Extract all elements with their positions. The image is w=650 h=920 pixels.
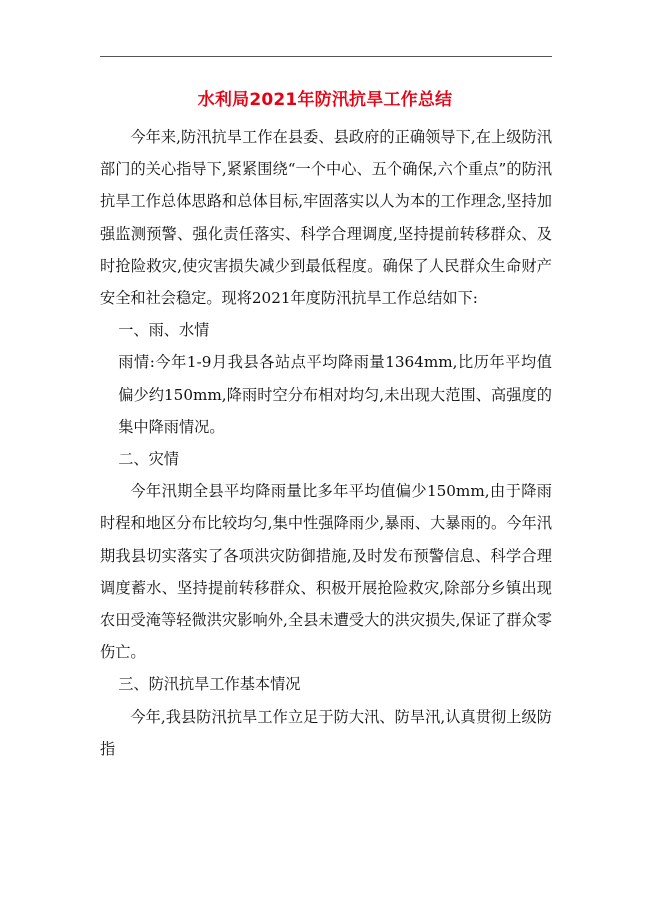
header-rule [100,56,552,57]
section-heading-rain-water: 一、雨、水情 [118,321,210,340]
disaster-paragraph: 今年汛期全县平均降雨量比多年平均值偏少150mm,由于降雨时程和地区分布比较均匀,集中性强降雨少,暴雨、大暴雨的。今年汛期我县切实落实了各项洪灾防御措施,及时发布预警信息、科学合理调度蓄水、坚持提前转移群众、积极开展抢险救灾,除部分乡镇出现农田受淹等轻微洪灾影响外,全县未遭受大的洪灾损失,保证了群众零伤亡。 [100,482,552,662]
section-heading-disaster: 二、灾情 [118,450,179,469]
section-heading-basic-situation: 三、防汛抗旱工作基本情况 [118,675,301,694]
rainfall-paragraph: 雨情:今年1-9月我县各站点平均降雨量1364mm,比历年平均值偏少约150mm,降雨时空分布相对均匀,未出现大范围、高强度的集中降雨情况。 [118,353,552,436]
document-title: 水利局2021年防汛抗旱工作总结 [197,90,453,110]
document-body [100,121,552,765]
basic-situation-paragraph: 今年,我县防汛抗旱工作立足于防大汛、防旱汛,认真贯彻上级防指 [100,707,552,758]
intro-paragraph: 今年来,防汛抗旱工作在县委、县政府的正确领导下,在上级防汛部门的关心指导下,紧紧围绕“一个中心、五个确保,六个重点”的防汛抗旱工作总体思路和总体目标,牢固落实以人为本的工作理念,坚持加强监测预警、强化责任落实、科学合理调度,坚持提前转移群众、及时抢险救灾,使灾害损失减少到最低程度。确保了人民群众生命财产安全和社会稳定。现将2021年度防汛抗旱工作总结如下: [100,128,552,308]
